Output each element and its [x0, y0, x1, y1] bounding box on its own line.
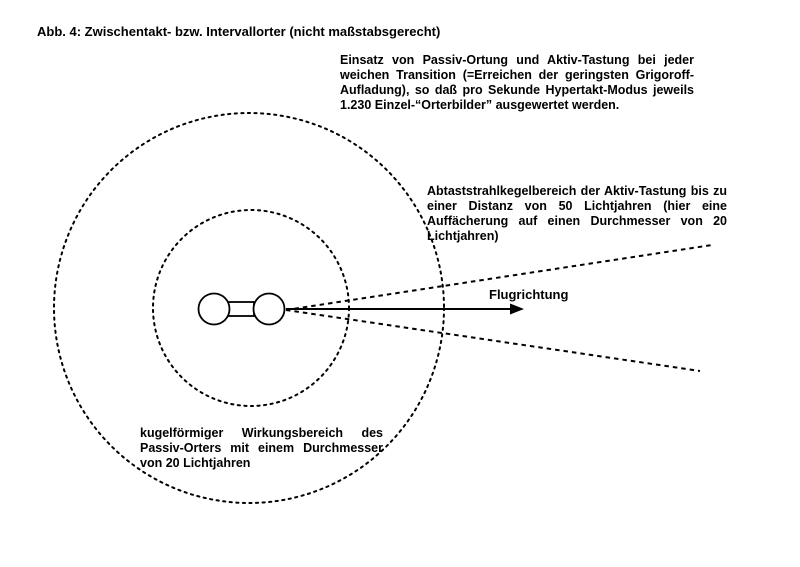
transition-scan-note: Einsatz von Passiv-Ortung und Aktiv-Tastung bei jeder weichen Transition (=Erreichen der geringsten Grigoroff-Aufladung), so daß pro Sekunde Hypertakt-Modus jeweils 1.230 Einzel-“Orterbilder” ausgewertet werden.	[340, 53, 694, 112]
ship-icon	[199, 294, 285, 325]
figure-title: Abb. 4: Zwischentakt- bzw. Intervallorter (nicht maßstabsgerecht)	[37, 24, 441, 39]
flight-direction-arrowhead	[510, 304, 524, 315]
passive-sphere-note: kugelförmiger Wirkungsbereich des Passiv-Orters mit einem Durchmesser von 20 Lichtjahren	[140, 426, 383, 470]
flight-direction-label: Flugrichtung	[489, 287, 569, 302]
scan-cone-lower-edge	[286, 310, 700, 371]
ship-connector	[228, 302, 254, 316]
ship-front-sphere	[254, 294, 285, 325]
scan-cone-note: Abtaststrahlkegelbereich der Aktiv-Tastung bis zu einer Distanz von 50 Lichtjahren (hier eine Auffächerung auf einen Durchmesser von 20 Lichtjahren)	[427, 184, 727, 243]
ship-rear-sphere	[199, 294, 230, 325]
